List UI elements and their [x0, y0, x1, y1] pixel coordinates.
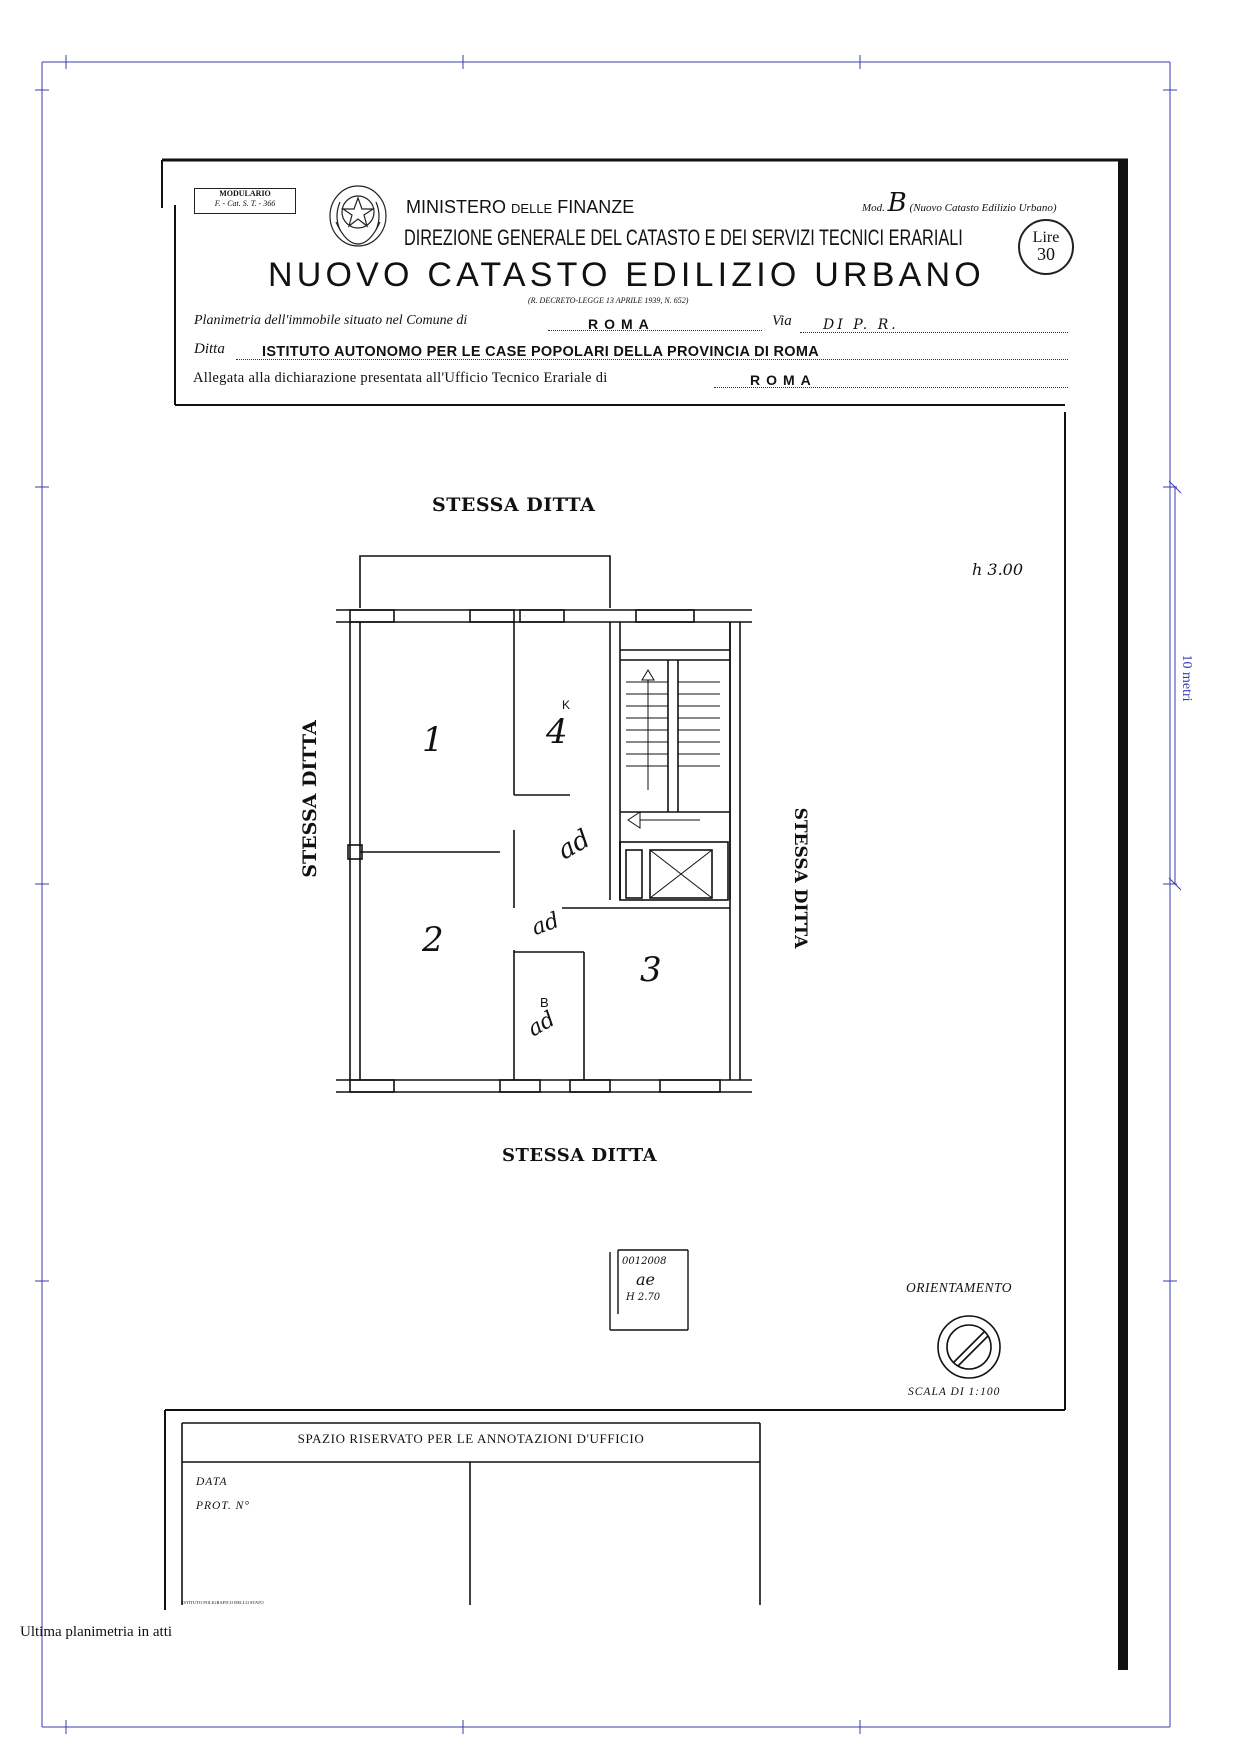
- neighbor-top: STESSA DITTA: [432, 494, 596, 516]
- planimetria-label: Planimetria dell'immobile situato nel Comune di: [194, 313, 468, 328]
- lire-label: Lire: [1032, 229, 1060, 246]
- room-k: K: [562, 698, 571, 712]
- direzione-title: DIREZIONE GENERALE DEL CATASTO E DEI SERVIZI TECNICI ERARIALI: [404, 225, 963, 250]
- ministry-suffix: FINANZE: [557, 197, 635, 217]
- stamp-code: 0012008: [622, 1256, 667, 1267]
- ditta-value: ISTITUTO AUTONOMO PER LE CASE POPOLARI DELLA PROVINCIA DI ROMA: [262, 344, 820, 360]
- ditta-label: Ditta: [194, 341, 225, 357]
- ministry-delle: DELLE: [511, 201, 553, 216]
- via-label: Via: [772, 313, 792, 329]
- scale-label: 10 metri: [1179, 654, 1194, 702]
- mod-note: (Nuovo Catasto Edilizio Urbano): [909, 202, 1057, 214]
- ad-label-3: ad: [523, 1006, 560, 1043]
- room-1: 1: [422, 720, 444, 760]
- room-b: B: [540, 995, 549, 1010]
- modulario-line1: MODULARIO: [219, 189, 271, 198]
- neighbor-bottom: STESSA DITTA: [502, 1145, 658, 1166]
- mod-label: Mod.: [862, 202, 885, 214]
- office-data-label: DATA: [196, 1476, 228, 1488]
- office-prot-label: PROT. N°: [196, 1500, 250, 1512]
- lire-value: 30: [1037, 244, 1055, 264]
- printer-note: ISTITUTO POLIGRAFICO DELLO STATO: [182, 1600, 264, 1605]
- comune-value: ROMA: [588, 316, 655, 332]
- office-title: SPAZIO RISERVATO PER LE ANNOTAZIONI D'UFFICIO: [297, 1431, 645, 1446]
- room-2: 2: [422, 920, 444, 960]
- height-label: h 3.00: [972, 560, 1024, 579]
- ad-label-1: ad: [552, 823, 596, 867]
- decree-note: (R. DECRETO-LEGGE 13 APRILE 1939, N. 652): [528, 296, 689, 305]
- room-4: 4: [546, 712, 568, 752]
- footer-note: Ultima planimetria in atti: [20, 1624, 173, 1640]
- room-3: 3: [640, 950, 662, 990]
- mod-value: B: [887, 188, 907, 218]
- stamp-mark: ae: [636, 1270, 656, 1289]
- modulario-line2: F. - Cat. S. T. - 366: [214, 199, 276, 208]
- stamp-height: H 2.70: [626, 1292, 661, 1303]
- scala-label: SCALA DI 1:100: [908, 1386, 1001, 1398]
- neighbor-left: STESSA DITTA: [299, 720, 321, 878]
- ministry-prefix: MINISTERO: [406, 197, 507, 217]
- ad-label-2: ad: [528, 908, 563, 941]
- main-title: NUOVO CATASTO EDILIZIO URBANO: [268, 256, 985, 294]
- orientamento-label: ORIENTAMENTO: [906, 1280, 1013, 1295]
- ufficio-value: ROMA: [750, 372, 817, 388]
- via-value: DI P. R.: [823, 317, 899, 333]
- allegata-label: Allegata alla dichiarazione presentata all'Ufficio Tecnico Erariale di: [193, 370, 608, 386]
- neighbor-right: STESSA DITTA: [790, 807, 810, 949]
